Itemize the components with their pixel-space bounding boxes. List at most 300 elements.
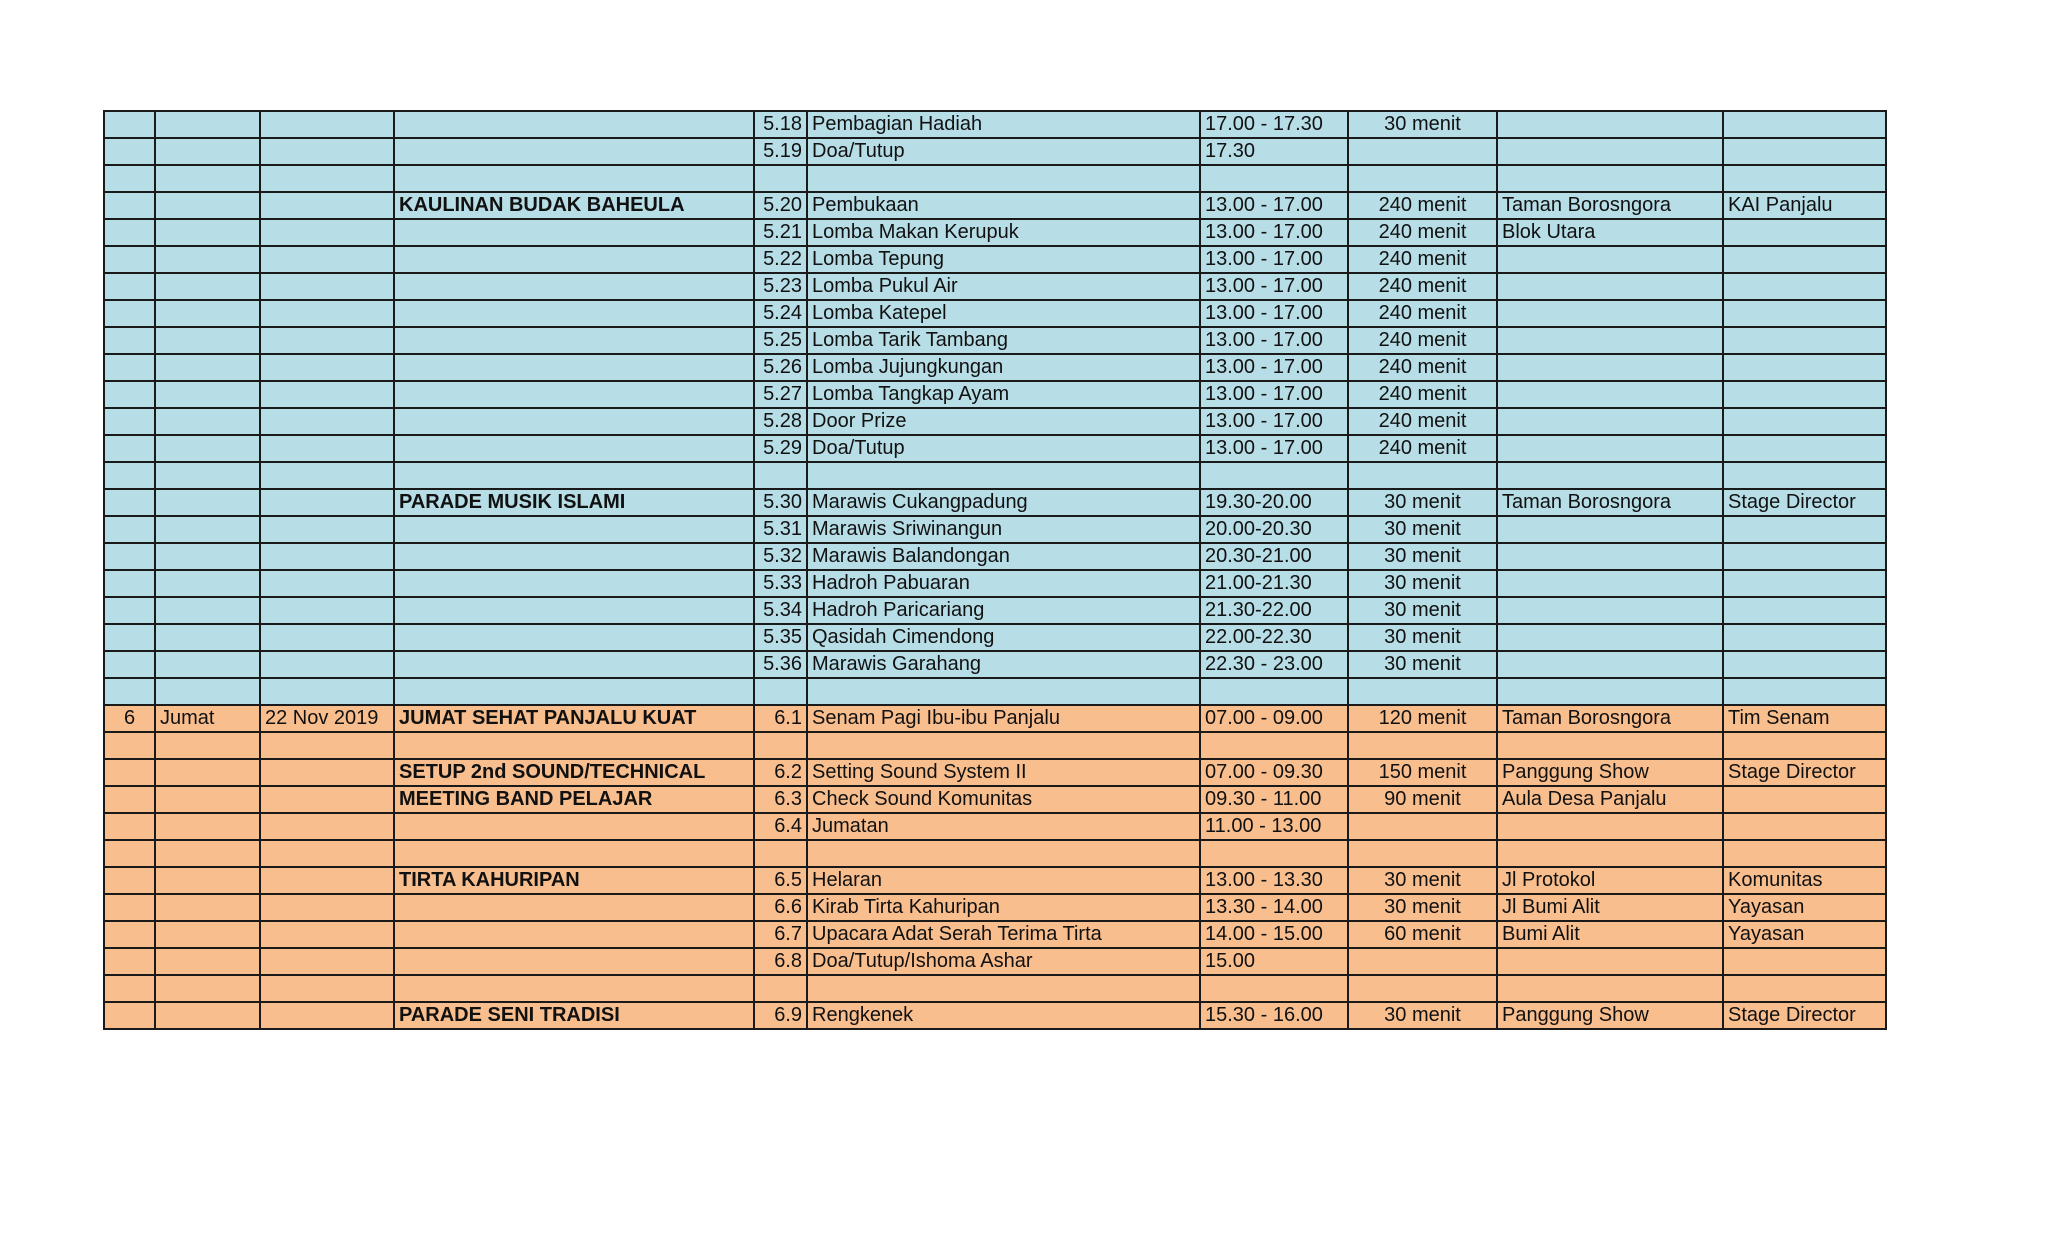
cell-date: [260, 354, 394, 381]
cell-day: [155, 408, 260, 435]
cell-time: 19.30-20.00: [1200, 489, 1348, 516]
cell-time: 22.30 - 23.00: [1200, 651, 1348, 678]
table-row: [104, 705, 1886, 732]
cell-person-in-charge: Stage Director: [1723, 1002, 1886, 1029]
cell-activity-code: [754, 462, 807, 489]
cell-activity-code: 6.6: [754, 894, 807, 921]
cell-location: [1497, 435, 1723, 462]
cell-duration: 30 menit: [1348, 867, 1497, 894]
table-row: [104, 948, 1886, 975]
cell-number: [104, 786, 155, 813]
cell-activity: Door Prize: [807, 408, 1200, 435]
cell-time: 13.00 - 17.00: [1200, 192, 1348, 219]
cell-day: [155, 840, 260, 867]
cell-number: [104, 678, 155, 705]
cell-day: [155, 219, 260, 246]
cell-date: [260, 489, 394, 516]
cell-date: [260, 813, 394, 840]
cell-duration: 30 menit: [1348, 894, 1497, 921]
cell-activity-code: 5.24: [754, 300, 807, 327]
cell-day: [155, 354, 260, 381]
cell-duration: 150 menit: [1348, 759, 1497, 786]
table-row: [104, 1002, 1886, 1029]
cell-event-group: [394, 111, 754, 138]
cell-day: [155, 273, 260, 300]
cell-location: Jl Protokol: [1497, 867, 1723, 894]
cell-duration: [1348, 840, 1497, 867]
cell-activity: Marawis Balandongan: [807, 543, 1200, 570]
schedule-table: [103, 110, 1887, 1030]
cell-time: 13.00 - 17.00: [1200, 381, 1348, 408]
cell-time: [1200, 165, 1348, 192]
cell-day: [155, 327, 260, 354]
cell-date: [260, 165, 394, 192]
cell-activity-code: 5.19: [754, 138, 807, 165]
table-row: [104, 354, 1886, 381]
cell-day: [155, 381, 260, 408]
cell-time: 15.30 - 16.00: [1200, 1002, 1348, 1029]
cell-location: [1497, 840, 1723, 867]
cell-duration: 90 menit: [1348, 786, 1497, 813]
cell-number: [104, 570, 155, 597]
cell-number: [104, 948, 155, 975]
cell-activity-code: 5.30: [754, 489, 807, 516]
cell-duration: [1348, 948, 1497, 975]
cell-date: [260, 219, 394, 246]
cell-person-in-charge: Yayasan: [1723, 894, 1886, 921]
table-row: [104, 435, 1886, 462]
cell-location: Panggung Show: [1497, 759, 1723, 786]
cell-duration: [1348, 975, 1497, 1002]
cell-date: [260, 111, 394, 138]
cell-event-group: [394, 732, 754, 759]
cell-day: [155, 138, 260, 165]
cell-date: [260, 192, 394, 219]
cell-date: [260, 894, 394, 921]
cell-date: [260, 138, 394, 165]
cell-date: [260, 1002, 394, 1029]
cell-number: [104, 597, 155, 624]
cell-location: [1497, 273, 1723, 300]
cell-day: [155, 489, 260, 516]
cell-duration: [1348, 678, 1497, 705]
cell-day: [155, 813, 260, 840]
cell-activity-code: 6.7: [754, 921, 807, 948]
cell-day: [155, 975, 260, 1002]
cell-activity: Rengkenek: [807, 1002, 1200, 1029]
table-row: [104, 192, 1886, 219]
cell-number: [104, 300, 155, 327]
cell-activity: Doa/Tutup/Ishoma Ashar: [807, 948, 1200, 975]
cell-date: [260, 975, 394, 1002]
cell-person-in-charge: [1723, 300, 1886, 327]
cell-activity: Lomba Pukul Air: [807, 273, 1200, 300]
cell-person-in-charge: [1723, 786, 1886, 813]
cell-activity-code: 5.22: [754, 246, 807, 273]
cell-activity-code: 5.34: [754, 597, 807, 624]
cell-activity: Lomba Jujungkungan: [807, 354, 1200, 381]
cell-date: [260, 462, 394, 489]
cell-activity: Doa/Tutup: [807, 138, 1200, 165]
cell-location: Jl Bumi Alit: [1497, 894, 1723, 921]
table-row: [104, 516, 1886, 543]
cell-event-group: KAULINAN BUDAK BAHEULA: [394, 192, 754, 219]
cell-time: [1200, 840, 1348, 867]
cell-person-in-charge: [1723, 165, 1886, 192]
cell-time: 21.00-21.30: [1200, 570, 1348, 597]
cell-day: [155, 786, 260, 813]
cell-event-group: [394, 975, 754, 1002]
cell-time: [1200, 462, 1348, 489]
cell-location: Panggung Show: [1497, 1002, 1723, 1029]
cell-duration: 30 menit: [1348, 489, 1497, 516]
table-row: [104, 165, 1886, 192]
cell-person-in-charge: [1723, 381, 1886, 408]
table-row: [104, 840, 1886, 867]
cell-day: Jumat: [155, 705, 260, 732]
cell-time: 13.00 - 17.00: [1200, 435, 1348, 462]
cell-activity: Lomba Katepel: [807, 300, 1200, 327]
cell-activity-code: [754, 732, 807, 759]
table-row: [104, 624, 1886, 651]
cell-day: [155, 678, 260, 705]
cell-person-in-charge: [1723, 435, 1886, 462]
cell-date: [260, 867, 394, 894]
cell-activity: [807, 165, 1200, 192]
cell-activity: Setting Sound System II: [807, 759, 1200, 786]
cell-activity-code: 5.36: [754, 651, 807, 678]
cell-activity: Qasidah Cimendong: [807, 624, 1200, 651]
cell-activity-code: 5.26: [754, 354, 807, 381]
cell-date: [260, 327, 394, 354]
table-row: [104, 975, 1886, 1002]
cell-date: [260, 300, 394, 327]
cell-activity: Kirab Tirta Kahuripan: [807, 894, 1200, 921]
cell-date: [260, 543, 394, 570]
cell-time: 09.30 - 11.00: [1200, 786, 1348, 813]
cell-time: 22.00-22.30: [1200, 624, 1348, 651]
cell-activity: Senam Pagi Ibu-ibu Panjalu: [807, 705, 1200, 732]
table-row: [104, 381, 1886, 408]
cell-day: [155, 300, 260, 327]
cell-location: [1497, 624, 1723, 651]
cell-activity-code: 6.2: [754, 759, 807, 786]
cell-activity-code: [754, 975, 807, 1002]
cell-time: 20.30-21.00: [1200, 543, 1348, 570]
cell-duration: 30 menit: [1348, 624, 1497, 651]
cell-location: [1497, 975, 1723, 1002]
cell-activity: [807, 840, 1200, 867]
table-row: [104, 678, 1886, 705]
cell-location: [1497, 327, 1723, 354]
cell-event-group: [394, 840, 754, 867]
cell-event-group: [394, 300, 754, 327]
cell-time: 13.00 - 17.00: [1200, 327, 1348, 354]
cell-date: 22 Nov 2019: [260, 705, 394, 732]
cell-location: [1497, 354, 1723, 381]
cell-activity-code: [754, 165, 807, 192]
cell-time: 13.00 - 17.00: [1200, 408, 1348, 435]
cell-date: [260, 273, 394, 300]
cell-duration: [1348, 165, 1497, 192]
cell-day: [155, 192, 260, 219]
cell-person-in-charge: [1723, 516, 1886, 543]
cell-activity-code: 5.18: [754, 111, 807, 138]
cell-event-group: [394, 219, 754, 246]
cell-duration: [1348, 813, 1497, 840]
cell-event-group: [394, 678, 754, 705]
cell-location: [1497, 462, 1723, 489]
cell-number: [104, 381, 155, 408]
cell-day: [155, 867, 260, 894]
cell-person-in-charge: [1723, 651, 1886, 678]
cell-event-group: [394, 543, 754, 570]
cell-event-group: PARADE MUSIK ISLAMI: [394, 489, 754, 516]
cell-person-in-charge: Yayasan: [1723, 921, 1886, 948]
cell-duration: 240 menit: [1348, 246, 1497, 273]
cell-event-group: [394, 327, 754, 354]
cell-duration: 240 menit: [1348, 354, 1497, 381]
cell-duration: 240 menit: [1348, 219, 1497, 246]
cell-location: [1497, 300, 1723, 327]
cell-time: 07.00 - 09.30: [1200, 759, 1348, 786]
cell-person-in-charge: [1723, 219, 1886, 246]
cell-number: [104, 273, 155, 300]
cell-day: [155, 732, 260, 759]
table-row: [104, 462, 1886, 489]
cell-activity-code: 6.3: [754, 786, 807, 813]
cell-event-group: [394, 273, 754, 300]
cell-number: [104, 192, 155, 219]
table-row: [104, 543, 1886, 570]
cell-event-group: [394, 138, 754, 165]
table-row: [104, 651, 1886, 678]
cell-person-in-charge: [1723, 624, 1886, 651]
cell-activity-code: 5.29: [754, 435, 807, 462]
cell-activity: Marawis Sriwinangun: [807, 516, 1200, 543]
cell-number: [104, 165, 155, 192]
cell-activity-code: 5.20: [754, 192, 807, 219]
table-row: [104, 138, 1886, 165]
cell-activity: Lomba Tarik Tambang: [807, 327, 1200, 354]
cell-activity: Hadroh Pabuaran: [807, 570, 1200, 597]
cell-duration: 60 menit: [1348, 921, 1497, 948]
cell-location: [1497, 408, 1723, 435]
cell-activity-code: 5.32: [754, 543, 807, 570]
cell-activity: Pembagian Hadiah: [807, 111, 1200, 138]
cell-person-in-charge: Stage Director: [1723, 489, 1886, 516]
cell-number: [104, 219, 155, 246]
cell-time: 20.00-20.30: [1200, 516, 1348, 543]
cell-time: 11.00 - 13.00: [1200, 813, 1348, 840]
cell-time: 13.30 - 14.00: [1200, 894, 1348, 921]
cell-activity: Marawis Garahang: [807, 651, 1200, 678]
cell-activity: Check Sound Komunitas: [807, 786, 1200, 813]
cell-number: [104, 840, 155, 867]
table-row: [104, 570, 1886, 597]
cell-event-group: [394, 408, 754, 435]
cell-location: [1497, 813, 1723, 840]
cell-number: [104, 489, 155, 516]
cell-activity: Lomba Tangkap Ayam: [807, 381, 1200, 408]
cell-day: [155, 246, 260, 273]
cell-location: [1497, 381, 1723, 408]
cell-activity: Lomba Tepung: [807, 246, 1200, 273]
cell-event-group: [394, 813, 754, 840]
cell-date: [260, 408, 394, 435]
cell-number: [104, 1002, 155, 1029]
cell-location: [1497, 246, 1723, 273]
cell-number: [104, 624, 155, 651]
cell-person-in-charge: KAI Panjalu: [1723, 192, 1886, 219]
cell-duration: 30 menit: [1348, 597, 1497, 624]
cell-activity-code: 6.5: [754, 867, 807, 894]
cell-number: [104, 732, 155, 759]
cell-number: [104, 894, 155, 921]
cell-person-in-charge: [1723, 543, 1886, 570]
cell-duration: 30 menit: [1348, 1002, 1497, 1029]
cell-number: [104, 975, 155, 1002]
cell-activity: Marawis Cukangpadung: [807, 489, 1200, 516]
cell-duration: 240 menit: [1348, 327, 1497, 354]
table-row: [104, 489, 1886, 516]
cell-number: [104, 246, 155, 273]
cell-person-in-charge: [1723, 948, 1886, 975]
cell-event-group: [394, 921, 754, 948]
table-row: [104, 597, 1886, 624]
cell-time: 13.00 - 17.00: [1200, 273, 1348, 300]
cell-activity: Jumatan: [807, 813, 1200, 840]
cell-duration: [1348, 732, 1497, 759]
cell-date: [260, 570, 394, 597]
table-row: [104, 921, 1886, 948]
cell-activity: [807, 462, 1200, 489]
cell-event-group: SETUP 2nd SOUND/TECHNICAL: [394, 759, 754, 786]
cell-number: [104, 111, 155, 138]
cell-number: 6: [104, 705, 155, 732]
cell-event-group: [394, 570, 754, 597]
cell-location: [1497, 948, 1723, 975]
cell-duration: 240 menit: [1348, 435, 1497, 462]
cell-date: [260, 732, 394, 759]
cell-person-in-charge: [1723, 246, 1886, 273]
cell-activity-code: 6.1: [754, 705, 807, 732]
cell-number: [104, 759, 155, 786]
cell-time: [1200, 975, 1348, 1002]
cell-event-group: [394, 948, 754, 975]
cell-location: Aula Desa Panjalu: [1497, 786, 1723, 813]
cell-activity: Lomba Makan Kerupuk: [807, 219, 1200, 246]
cell-location: Blok Utara: [1497, 219, 1723, 246]
table-row: [104, 327, 1886, 354]
cell-number: [104, 138, 155, 165]
table-row: [104, 732, 1886, 759]
cell-date: [260, 597, 394, 624]
cell-date: [260, 516, 394, 543]
cell-time: [1200, 732, 1348, 759]
cell-time: 13.00 - 17.00: [1200, 300, 1348, 327]
cell-duration: [1348, 138, 1497, 165]
cell-person-in-charge: [1723, 813, 1886, 840]
cell-person-in-charge: [1723, 138, 1886, 165]
cell-duration: 240 menit: [1348, 408, 1497, 435]
cell-duration: 30 menit: [1348, 651, 1497, 678]
cell-date: [260, 678, 394, 705]
cell-activity-code: 5.28: [754, 408, 807, 435]
cell-time: 21.30-22.00: [1200, 597, 1348, 624]
cell-duration: 30 menit: [1348, 543, 1497, 570]
cell-duration: 120 menit: [1348, 705, 1497, 732]
cell-date: [260, 246, 394, 273]
cell-location: [1497, 678, 1723, 705]
cell-person-in-charge: [1723, 327, 1886, 354]
cell-event-group: PARADE SENI TRADISI: [394, 1002, 754, 1029]
cell-location: [1497, 165, 1723, 192]
cell-event-group: [394, 165, 754, 192]
cell-activity-code: 5.25: [754, 327, 807, 354]
cell-duration: 240 menit: [1348, 381, 1497, 408]
cell-location: [1497, 543, 1723, 570]
cell-duration: 240 menit: [1348, 192, 1497, 219]
cell-day: [155, 165, 260, 192]
cell-day: [155, 624, 260, 651]
cell-activity-code: 6.9: [754, 1002, 807, 1029]
cell-number: [104, 651, 155, 678]
cell-person-in-charge: [1723, 570, 1886, 597]
cell-person-in-charge: [1723, 354, 1886, 381]
cell-date: [260, 651, 394, 678]
cell-activity-code: [754, 840, 807, 867]
cell-event-group: [394, 381, 754, 408]
cell-event-group: [394, 894, 754, 921]
cell-event-group: MEETING BAND PELAJAR: [394, 786, 754, 813]
cell-location: [1497, 516, 1723, 543]
cell-number: [104, 867, 155, 894]
cell-duration: 240 menit: [1348, 273, 1497, 300]
table-row: [104, 867, 1886, 894]
cell-duration: 30 menit: [1348, 516, 1497, 543]
cell-person-in-charge: [1723, 678, 1886, 705]
cell-date: [260, 435, 394, 462]
cell-location: [1497, 138, 1723, 165]
cell-duration: [1348, 462, 1497, 489]
cell-event-group: [394, 651, 754, 678]
cell-time: [1200, 678, 1348, 705]
cell-location: [1497, 651, 1723, 678]
cell-person-in-charge: Tim Senam: [1723, 705, 1886, 732]
cell-time: 13.00 - 17.00: [1200, 354, 1348, 381]
cell-person-in-charge: [1723, 840, 1886, 867]
cell-number: [104, 543, 155, 570]
cell-day: [155, 543, 260, 570]
table-row: [104, 300, 1886, 327]
cell-time: 17.30: [1200, 138, 1348, 165]
cell-day: [155, 462, 260, 489]
table-row: [104, 894, 1886, 921]
cell-number: [104, 354, 155, 381]
cell-time: 17.00 - 17.30: [1200, 111, 1348, 138]
table-row: [104, 408, 1886, 435]
cell-time: 13.00 - 17.00: [1200, 246, 1348, 273]
table-row: [104, 273, 1886, 300]
table-row: [104, 111, 1886, 138]
cell-activity-code: 5.35: [754, 624, 807, 651]
cell-time: 13.00 - 13.30: [1200, 867, 1348, 894]
cell-day: [155, 570, 260, 597]
cell-duration: 30 menit: [1348, 111, 1497, 138]
cell-activity-code: 5.21: [754, 219, 807, 246]
cell-day: [155, 651, 260, 678]
